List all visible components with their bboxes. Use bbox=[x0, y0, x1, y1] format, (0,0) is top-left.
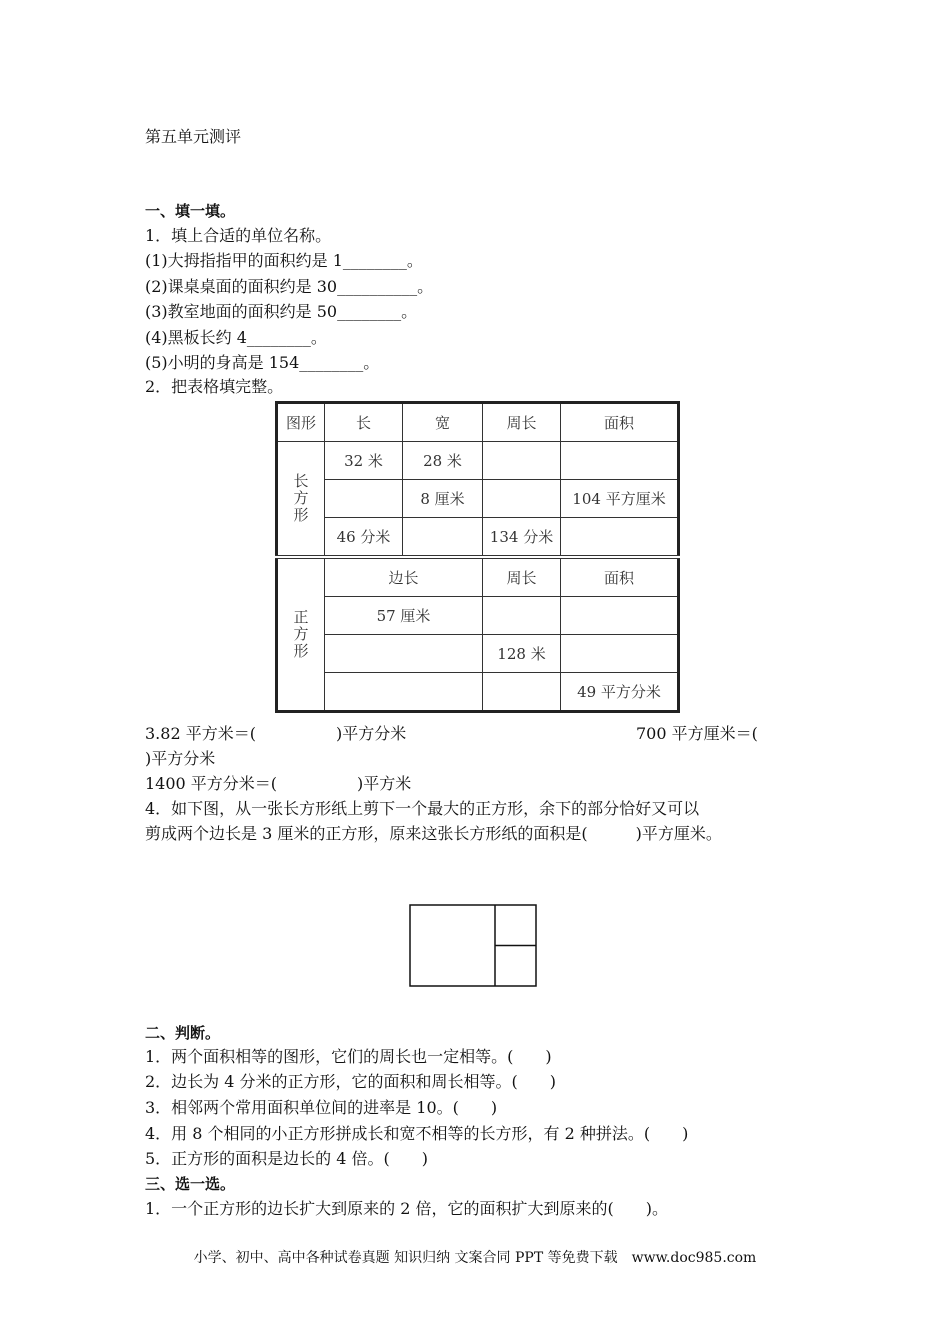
table-cell: 49 平方分米 bbox=[561, 673, 679, 712]
question-1-item: (5)小明的身高是 154________。 bbox=[145, 353, 380, 372]
rectangle-figure bbox=[409, 904, 537, 987]
table-cell: 8 厘米 bbox=[403, 480, 483, 518]
question-1-item: (1)大拇指指甲的面积约是 1________。 bbox=[145, 251, 423, 270]
table-cell: 134 分米 bbox=[483, 518, 561, 558]
square-label: 正方形 bbox=[277, 557, 325, 712]
section-3-heading: 三、选一选。 bbox=[145, 1175, 236, 1193]
judge-item: 3．相邻两个常用面积单位间的进率是 10。( ) bbox=[145, 1098, 498, 1117]
rect-label: 长方形 bbox=[277, 442, 325, 558]
question-3c: 1400 平方分米＝( )平方米 bbox=[145, 774, 412, 793]
question-3b-cont: )平方分米 bbox=[145, 749, 216, 768]
table-cell bbox=[483, 673, 561, 712]
table-header: 边长 bbox=[325, 557, 483, 597]
table-header: 长 bbox=[325, 403, 403, 442]
table-cell: 28 米 bbox=[403, 442, 483, 480]
table-cell bbox=[325, 673, 483, 712]
table-cell bbox=[561, 518, 679, 558]
table-header: 面积 bbox=[561, 403, 679, 442]
table-cell: 128 米 bbox=[483, 635, 561, 673]
table-cell bbox=[561, 597, 679, 635]
table-cell: 46 分米 bbox=[325, 518, 403, 558]
table-cell bbox=[561, 635, 679, 673]
fill-table bbox=[275, 401, 680, 713]
footer: 小学、初中、高中各种试卷真题 知识归纳 文案合同 PPT 等免费下载 www.doc985.com bbox=[193, 1250, 757, 1266]
judge-item: 5．正方形的面积是边长的 4 倍。( ) bbox=[145, 1149, 429, 1168]
table-cell: 104 平方厘米 bbox=[561, 480, 679, 518]
table-cell bbox=[483, 480, 561, 518]
table-header: 图形 bbox=[277, 403, 325, 442]
table-cell: 57 厘米 bbox=[325, 597, 483, 635]
page-title: 第五单元测评 bbox=[145, 127, 242, 146]
question-3b: 700 平方厘米＝( bbox=[636, 724, 758, 743]
question-1-item: (2)课桌桌面的面积约是 30__________。 bbox=[145, 277, 434, 296]
table-header: 周长 bbox=[483, 403, 561, 442]
question-3a: 3.82 平方米＝( )平方分米 bbox=[145, 724, 407, 743]
table-cell bbox=[403, 518, 483, 558]
question-4-line1: 4．如下图，从一张长方形纸上剪下一个最大的正方形，余下的部分恰好又可以 bbox=[145, 799, 700, 818]
judge-item: 4．用 8 个相同的小正方形拼成长和宽不相等的长方形，有 2 种拼法。( ) bbox=[145, 1124, 689, 1143]
table-header: 面积 bbox=[561, 557, 679, 597]
table-header: 宽 bbox=[403, 403, 483, 442]
section-2-heading: 二、判断。 bbox=[145, 1024, 221, 1042]
section-1-heading: 一、填一填。 bbox=[145, 202, 236, 220]
choice-item: 1．一个正方形的边长扩大到原来的 2 倍，它的面积扩大到原来的( )。 bbox=[145, 1199, 669, 1218]
question-1: 1．填上合适的单位名称。 bbox=[145, 226, 332, 245]
table-cell bbox=[483, 597, 561, 635]
table-cell bbox=[561, 442, 679, 480]
judge-item: 1．两个面积相等的图形，它们的周长也一定相等。( ) bbox=[145, 1047, 552, 1066]
question-1-item: (4)黑板长约 4________。 bbox=[145, 328, 327, 347]
question-2: 2．把表格填完整。 bbox=[145, 377, 284, 396]
question-4-line2: 剪成两个边长是 3 厘米的正方形，原来这张长方形纸的面积是( )平方厘米。 bbox=[145, 824, 722, 843]
table-cell: 32 米 bbox=[325, 442, 403, 480]
table-cell bbox=[483, 442, 561, 480]
table-header: 周长 bbox=[483, 557, 561, 597]
table-cell bbox=[325, 480, 403, 518]
question-1-item: (3)教室地面的面积约是 50________。 bbox=[145, 302, 418, 321]
table-cell bbox=[325, 635, 483, 673]
judge-item: 2．边长为 4 分米的正方形，它的面积和周长相等。( ) bbox=[145, 1072, 557, 1091]
